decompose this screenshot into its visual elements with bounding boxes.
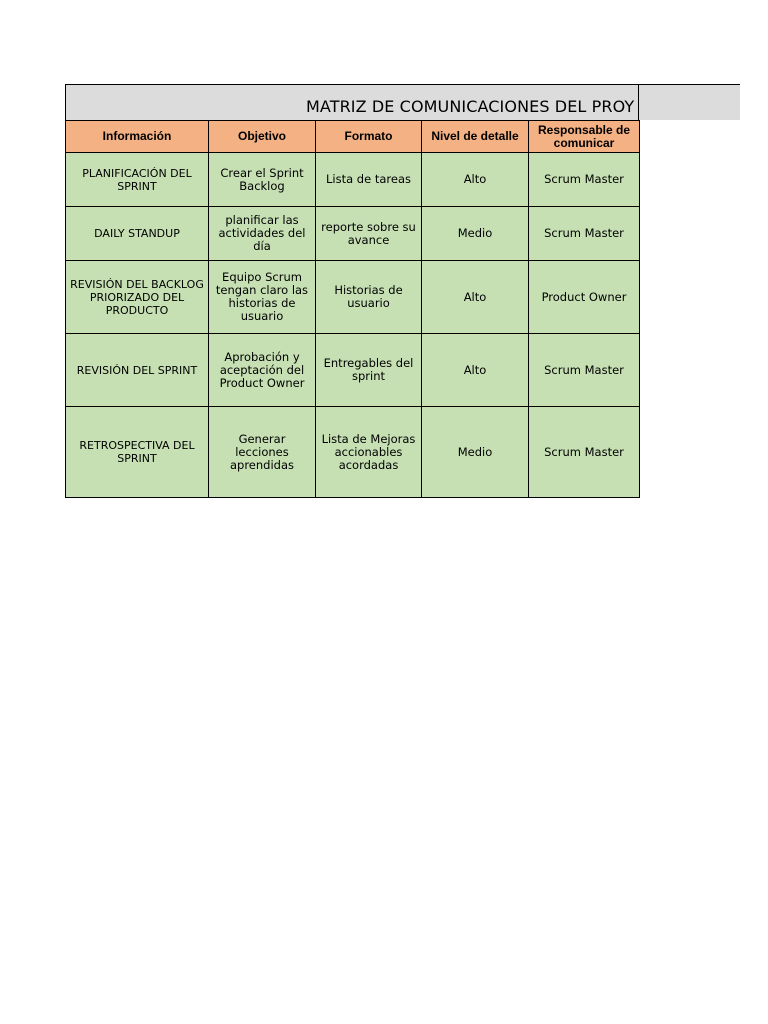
cell-nivel: Alto xyxy=(422,153,529,207)
cell-nivel: Medio xyxy=(422,407,529,498)
cell-formato: Entregables del sprint xyxy=(316,334,422,407)
table-row xyxy=(66,153,640,207)
cell-objetivo: Crear el Sprint Backlog xyxy=(209,153,316,207)
table-row xyxy=(66,407,640,498)
header-informacion: Información xyxy=(66,121,209,153)
cell-informacion: REVISIÓN DEL BACKLOG PRIORIZADO DEL PRODUCTO xyxy=(66,261,209,334)
cell-nivel: Medio xyxy=(422,207,529,261)
cell-responsable: Scrum Master xyxy=(529,153,640,207)
cell-informacion: DAILY STANDUP xyxy=(66,207,209,261)
cell-responsable: Scrum Master xyxy=(529,407,640,498)
cell-nivel: Alto xyxy=(422,261,529,334)
cell-responsable: Product Owner xyxy=(529,261,640,334)
communication-matrix-table xyxy=(65,120,640,498)
table-row xyxy=(66,334,640,407)
cell-objetivo: planificar las actividades del día xyxy=(209,207,316,261)
cell-formato: Historias de usuario xyxy=(316,261,422,334)
title-cell-overflow xyxy=(639,85,740,120)
cell-formato: Lista de tareas xyxy=(316,153,422,207)
cell-responsable: Scrum Master xyxy=(529,207,640,261)
title-bar xyxy=(65,84,740,120)
cell-formato: Lista de Mejoras accionables acordadas xyxy=(316,407,422,498)
cell-nivel: Alto xyxy=(422,334,529,407)
table-row xyxy=(66,207,640,261)
cell-responsable: Scrum Master xyxy=(529,334,640,407)
table-row xyxy=(66,261,640,334)
header-responsable: Responsable de comunicar xyxy=(529,121,640,153)
cell-formato: reporte sobre su avance xyxy=(316,207,422,261)
header-nivel-de-detalle: Nivel de detalle xyxy=(422,121,529,153)
header-formato: Formato xyxy=(316,121,422,153)
cell-informacion: PLANIFICACIÓN DEL SPRINT xyxy=(66,153,209,207)
cell-objetivo: Aprobación y aceptación del Product Owner xyxy=(209,334,316,407)
cell-objetivo: Generar lecciones aprendidas xyxy=(209,407,316,498)
page-title: MATRIZ DE COMUNICACIONES DEL PROY xyxy=(306,97,635,116)
header-row xyxy=(66,121,640,153)
title-cell xyxy=(66,85,639,120)
cell-objetivo: Equipo Scrum tengan claro las historias de usuario xyxy=(209,261,316,334)
header-objetivo: Objetivo xyxy=(209,121,316,153)
cell-informacion: REVISIÓN DEL SPRINT xyxy=(66,334,209,407)
cell-informacion: RETROSPECTIVA DEL SPRINT xyxy=(66,407,209,498)
